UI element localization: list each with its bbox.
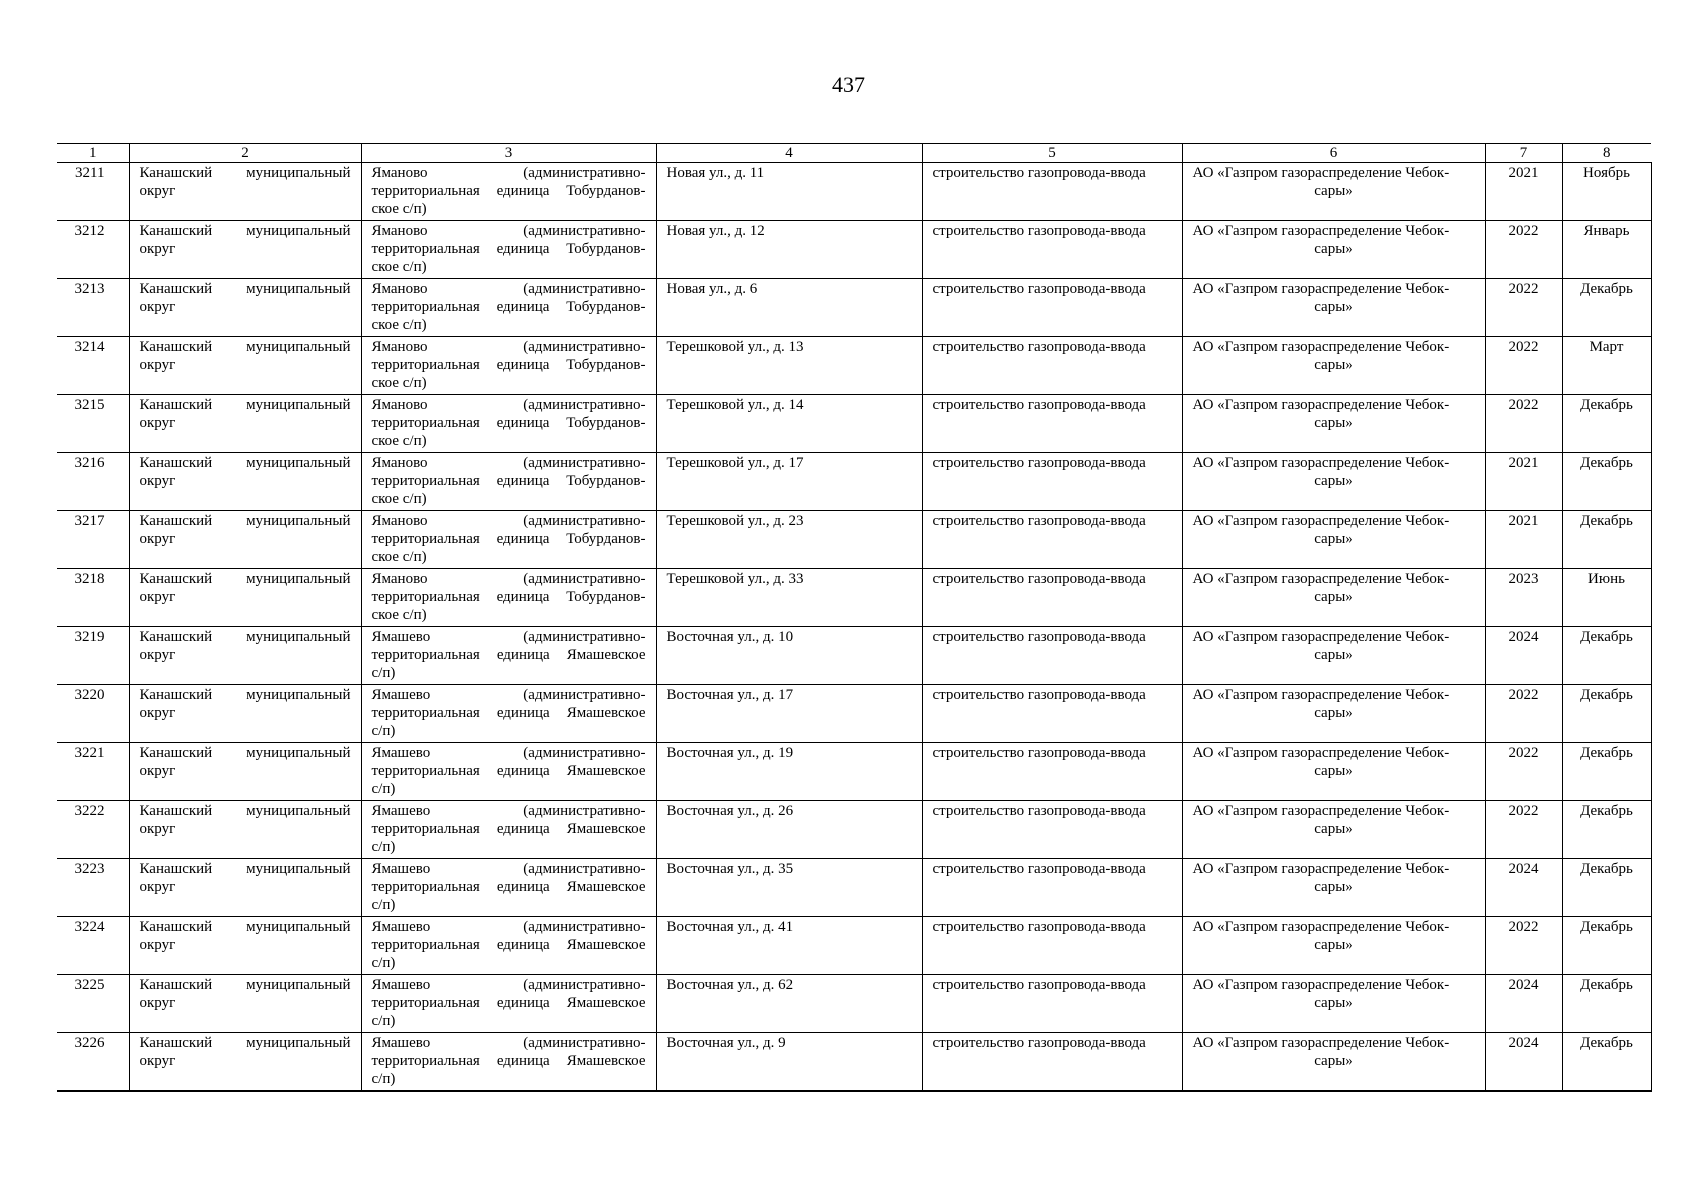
settlement-cell — [361, 685, 656, 743]
cell-line: округ — [139, 415, 176, 431]
district-cell — [129, 1033, 361, 1092]
cell-line: АО «Газпром газораспределение Чебок- — [1192, 513, 1450, 529]
year-cell: 2022 — [1485, 395, 1562, 453]
cell-line: округ — [139, 705, 176, 721]
cell-line: Канашский муниципальный — [139, 397, 351, 413]
cell-line: Канашский муниципальный — [139, 1035, 351, 1051]
cell-line: Ямашево (административно- — [371, 629, 646, 645]
year-cell: 2022 — [1485, 917, 1562, 975]
settlement-cell — [361, 569, 656, 627]
table-row — [57, 1033, 1651, 1092]
cell-line: с/п) — [371, 723, 396, 739]
settlement-cell — [361, 975, 656, 1033]
organization-cell — [1182, 511, 1485, 569]
cell-line: сары» — [1314, 647, 1353, 663]
cell-line: АО «Газпром газораспределение Чебок- — [1192, 281, 1450, 297]
organization-cell — [1182, 569, 1485, 627]
district-cell — [129, 337, 361, 395]
cell-line: АО «Газпром газораспределение Чебок- — [1192, 745, 1450, 761]
page-number: 437 — [832, 72, 865, 97]
cell-line: Яманово (административно- — [371, 223, 646, 239]
cell-line: АО «Газпром газораспределение Чебок- — [1192, 919, 1450, 935]
address-cell: Восточная ул., д. 41 — [656, 917, 922, 975]
work-type-cell: строительство газопровода-ввода — [922, 279, 1182, 337]
cell-line: ское с/п) — [371, 259, 427, 275]
table-row — [57, 453, 1651, 511]
cell-line: сары» — [1314, 705, 1353, 721]
address-cell: Терешковой ул., д. 14 — [656, 395, 922, 453]
cell-line: Канашский муниципальный — [139, 861, 351, 877]
cell-line: территориальная единица Ямашевское — [371, 763, 646, 779]
row-number-cell: 3216 — [57, 453, 129, 511]
district-cell — [129, 279, 361, 337]
district-cell — [129, 743, 361, 801]
table-row — [57, 569, 1651, 627]
month-cell: Декабрь — [1562, 511, 1651, 569]
cell-line: округ — [139, 763, 176, 779]
settlement-cell — [361, 743, 656, 801]
cell-line: Ямашево (административно- — [371, 803, 646, 819]
cell-line: с/п) — [371, 897, 396, 913]
cell-line: Канашский муниципальный — [139, 629, 351, 645]
address-cell: Терешковой ул., д. 33 — [656, 569, 922, 627]
year-cell: 2024 — [1485, 975, 1562, 1033]
work-type-cell: строительство газопровода-ввода — [922, 685, 1182, 743]
cell-line: территориальная единица Тобурданов- — [371, 183, 646, 199]
settlement-cell — [361, 1033, 656, 1092]
cell-line: сары» — [1314, 415, 1353, 431]
cell-line: округ — [139, 473, 176, 489]
cell-line: сары» — [1314, 183, 1353, 199]
work-type-cell: строительство газопровода-ввода — [922, 743, 1182, 801]
cell-line: Канашский муниципальный — [139, 803, 351, 819]
district-cell — [129, 917, 361, 975]
cell-line: территориальная единица Ямашевское — [371, 1053, 646, 1069]
settlement-cell — [361, 279, 656, 337]
month-cell: Ноябрь — [1562, 163, 1651, 221]
month-cell: Март — [1562, 337, 1651, 395]
cell-line: ское с/п) — [371, 607, 427, 623]
table-row — [57, 337, 1651, 395]
organization-cell — [1182, 743, 1485, 801]
settlement-cell — [361, 511, 656, 569]
cell-line: территориальная единица Ямашевское — [371, 879, 646, 895]
year-cell: 2024 — [1485, 859, 1562, 917]
cell-line: сары» — [1314, 821, 1353, 837]
month-cell: Декабрь — [1562, 279, 1651, 337]
cell-line: Ямашево (административно- — [371, 745, 646, 761]
address-cell: Восточная ул., д. 26 — [656, 801, 922, 859]
cell-line: Канашский муниципальный — [139, 745, 351, 761]
cell-line: ское с/п) — [371, 375, 427, 391]
organization-cell — [1182, 917, 1485, 975]
district-cell — [129, 221, 361, 279]
row-number-cell: 3226 — [57, 1033, 129, 1092]
cell-line: Канашский муниципальный — [139, 977, 351, 993]
address-cell: Новая ул., д. 11 — [656, 163, 922, 221]
address-cell: Восточная ул., д. 19 — [656, 743, 922, 801]
cell-line: ское с/п) — [371, 549, 427, 565]
cell-line: территориальная единица Ямашевское — [371, 705, 646, 721]
cell-line: Ямашево (административно- — [371, 861, 646, 877]
cell-line: АО «Газпром газораспределение Чебок- — [1192, 687, 1450, 703]
column-header: 8 — [1562, 144, 1651, 163]
work-type-cell: строительство газопровода-ввода — [922, 453, 1182, 511]
work-type-cell: строительство газопровода-ввода — [922, 801, 1182, 859]
organization-cell — [1182, 221, 1485, 279]
year-cell: 2022 — [1485, 801, 1562, 859]
cell-line: сары» — [1314, 531, 1353, 547]
row-number-cell: 3220 — [57, 685, 129, 743]
organization-cell — [1182, 801, 1485, 859]
work-type-cell: строительство газопровода-ввода — [922, 163, 1182, 221]
row-number-cell: 3213 — [57, 279, 129, 337]
address-cell: Новая ул., д. 12 — [656, 221, 922, 279]
row-number-cell: 3212 — [57, 221, 129, 279]
work-type-cell: строительство газопровода-ввода — [922, 627, 1182, 685]
column-header: 5 — [922, 144, 1182, 163]
district-cell — [129, 685, 361, 743]
year-cell: 2023 — [1485, 569, 1562, 627]
cell-line: с/п) — [371, 1013, 396, 1029]
cell-line: АО «Газпром газораспределение Чебок- — [1192, 803, 1450, 819]
year-cell: 2022 — [1485, 337, 1562, 395]
work-type-cell: строительство газопровода-ввода — [922, 511, 1182, 569]
year-cell: 2024 — [1485, 1033, 1562, 1092]
table-row — [57, 511, 1651, 569]
row-number-cell: 3214 — [57, 337, 129, 395]
month-cell: Декабрь — [1562, 627, 1651, 685]
cell-line: Канашский муниципальный — [139, 223, 351, 239]
cell-line: с/п) — [371, 839, 396, 855]
cell-line: Ямашево (административно- — [371, 977, 646, 993]
month-cell: Декабрь — [1562, 801, 1651, 859]
month-cell: Декабрь — [1562, 1033, 1651, 1092]
year-cell: 2021 — [1485, 511, 1562, 569]
organization-cell — [1182, 627, 1485, 685]
table-row — [57, 221, 1651, 279]
row-number-cell: 3217 — [57, 511, 129, 569]
table-header-row — [57, 144, 1651, 163]
cell-line: АО «Газпром газораспределение Чебок- — [1192, 397, 1450, 413]
column-header: 4 — [656, 144, 922, 163]
cell-line: территориальная единица Тобурданов- — [371, 473, 646, 489]
organization-cell — [1182, 279, 1485, 337]
organization-cell — [1182, 453, 1485, 511]
year-cell: 2022 — [1485, 743, 1562, 801]
cell-line: с/п) — [371, 665, 396, 681]
row-number-cell: 3218 — [57, 569, 129, 627]
cell-line: территориальная единица Тобурданов- — [371, 241, 646, 257]
year-cell: 2021 — [1485, 163, 1562, 221]
settlement-cell — [361, 801, 656, 859]
cell-line: округ — [139, 589, 176, 605]
column-header: 2 — [129, 144, 361, 163]
district-cell — [129, 163, 361, 221]
column-header: 3 — [361, 144, 656, 163]
cell-line: АО «Газпром газораспределение Чебок- — [1192, 861, 1450, 877]
cell-line: Канашский муниципальный — [139, 165, 351, 181]
cell-line: территориальная единица Тобурданов- — [371, 357, 646, 373]
cell-line: с/п) — [371, 1071, 396, 1087]
cell-line: сары» — [1314, 241, 1353, 257]
year-cell: 2022 — [1485, 685, 1562, 743]
cell-line: АО «Газпром газораспределение Чебок- — [1192, 165, 1450, 181]
month-cell: Декабрь — [1562, 743, 1651, 801]
cell-line: территориальная единица Ямашевское — [371, 647, 646, 663]
work-type-cell: строительство газопровода-ввода — [922, 917, 1182, 975]
cell-line: округ — [139, 879, 176, 895]
cell-line: АО «Газпром газораспределение Чебок- — [1192, 977, 1450, 993]
settlement-cell — [361, 395, 656, 453]
cell-line: Канашский муниципальный — [139, 687, 351, 703]
work-type-cell: строительство газопровода-ввода — [922, 975, 1182, 1033]
cell-line: с/п) — [371, 781, 396, 797]
cell-line: Канашский муниципальный — [139, 339, 351, 355]
cell-line: округ — [139, 647, 176, 663]
month-cell: Декабрь — [1562, 917, 1651, 975]
cell-line: округ — [139, 357, 176, 373]
settlement-cell — [361, 453, 656, 511]
year-cell: 2024 — [1485, 627, 1562, 685]
cell-line: ское с/п) — [371, 491, 427, 507]
cell-line: Яманово (административно- — [371, 571, 646, 587]
row-number-cell: 3224 — [57, 917, 129, 975]
row-number-cell: 3211 — [57, 163, 129, 221]
cell-line: Яманово (административно- — [371, 165, 646, 181]
cell-line: территориальная единица Тобурданов- — [371, 415, 646, 431]
organization-cell — [1182, 975, 1485, 1033]
settlement-cell — [361, 337, 656, 395]
cell-line: сары» — [1314, 473, 1353, 489]
district-cell — [129, 395, 361, 453]
cell-line: Канашский муниципальный — [139, 571, 351, 587]
year-cell: 2021 — [1485, 453, 1562, 511]
address-cell: Терешковой ул., д. 23 — [656, 511, 922, 569]
cell-line: округ — [139, 241, 176, 257]
work-type-cell: строительство газопровода-ввода — [922, 395, 1182, 453]
address-cell: Новая ул., д. 6 — [656, 279, 922, 337]
cell-line: сары» — [1314, 763, 1353, 779]
cell-line: Яманово (административно- — [371, 513, 646, 529]
table-row — [57, 685, 1651, 743]
address-cell: Восточная ул., д. 17 — [656, 685, 922, 743]
table-row — [57, 975, 1651, 1033]
district-cell — [129, 859, 361, 917]
cell-line: сары» — [1314, 937, 1353, 953]
cell-line: Яманово (административно- — [371, 397, 646, 413]
address-cell: Терешковой ул., д. 17 — [656, 453, 922, 511]
address-cell: Восточная ул., д. 35 — [656, 859, 922, 917]
cell-line: АО «Газпром газораспределение Чебок- — [1192, 455, 1450, 471]
district-cell — [129, 627, 361, 685]
cell-line: сары» — [1314, 1053, 1353, 1069]
column-header: 1 — [57, 144, 129, 163]
cell-line: территориальная единица Тобурданов- — [371, 531, 646, 547]
cell-line: Канашский муниципальный — [139, 281, 351, 297]
cell-line: ское с/п) — [371, 433, 427, 449]
cell-line: сары» — [1314, 357, 1353, 373]
work-type-cell: строительство газопровода-ввода — [922, 221, 1182, 279]
cell-line: территориальная единица Ямашевское — [371, 937, 646, 953]
table-row — [57, 917, 1651, 975]
address-cell: Восточная ул., д. 9 — [656, 1033, 922, 1092]
cell-line: округ — [139, 531, 176, 547]
address-cell: Восточная ул., д. 62 — [656, 975, 922, 1033]
table-row — [57, 627, 1651, 685]
row-number-cell: 3222 — [57, 801, 129, 859]
district-cell — [129, 511, 361, 569]
table-row — [57, 163, 1651, 221]
cell-line: АО «Газпром газораспределение Чебок- — [1192, 223, 1450, 239]
month-cell: Январь — [1562, 221, 1651, 279]
cell-line: округ — [139, 299, 176, 315]
row-number-cell: 3215 — [57, 395, 129, 453]
cell-line: АО «Газпром газораспределение Чебок- — [1192, 339, 1450, 355]
gas-works-table — [57, 143, 1652, 1092]
cell-line: ское с/п) — [371, 317, 427, 333]
organization-cell — [1182, 163, 1485, 221]
table-row — [57, 395, 1651, 453]
address-cell: Терешковой ул., д. 13 — [656, 337, 922, 395]
cell-line: АО «Газпром газораспределение Чебок- — [1192, 571, 1450, 587]
settlement-cell — [361, 221, 656, 279]
column-header: 7 — [1485, 144, 1562, 163]
cell-line: округ — [139, 995, 176, 1011]
cell-line: территориальная единица Тобурданов- — [371, 589, 646, 605]
district-cell — [129, 801, 361, 859]
row-number-cell: 3223 — [57, 859, 129, 917]
cell-line: территориальная единица Тобурданов- — [371, 299, 646, 315]
cell-line: Канашский муниципальный — [139, 455, 351, 471]
cell-line: сары» — [1314, 879, 1353, 895]
settlement-cell — [361, 163, 656, 221]
row-number-cell: 3225 — [57, 975, 129, 1033]
table-row — [57, 279, 1651, 337]
table-row — [57, 801, 1651, 859]
organization-cell — [1182, 685, 1485, 743]
month-cell: Декабрь — [1562, 975, 1651, 1033]
cell-line: ское с/п) — [371, 201, 427, 217]
cell-line: округ — [139, 183, 176, 199]
cell-line: Ямашево (административно- — [371, 1035, 646, 1051]
cell-line: с/п) — [371, 955, 396, 971]
cell-line: Ямашево (административно- — [371, 919, 646, 935]
cell-line: Ямашево (административно- — [371, 687, 646, 703]
month-cell: Декабрь — [1562, 859, 1651, 917]
cell-line: Канашский муниципальный — [139, 513, 351, 529]
cell-line: сары» — [1314, 995, 1353, 1011]
cell-line: АО «Газпром газораспределение Чебок- — [1192, 629, 1450, 645]
column-header: 6 — [1182, 144, 1485, 163]
cell-line: Канашский муниципальный — [139, 919, 351, 935]
table-row — [57, 743, 1651, 801]
district-cell — [129, 975, 361, 1033]
work-type-cell: строительство газопровода-ввода — [922, 337, 1182, 395]
year-cell: 2022 — [1485, 221, 1562, 279]
organization-cell — [1182, 859, 1485, 917]
organization-cell — [1182, 1033, 1485, 1092]
district-cell — [129, 453, 361, 511]
cell-line: Яманово (административно- — [371, 281, 646, 297]
month-cell: Декабрь — [1562, 395, 1651, 453]
settlement-cell — [361, 917, 656, 975]
month-cell: Июнь — [1562, 569, 1651, 627]
work-type-cell: строительство газопровода-ввода — [922, 859, 1182, 917]
cell-line: сары» — [1314, 589, 1353, 605]
year-cell: 2022 — [1485, 279, 1562, 337]
organization-cell — [1182, 337, 1485, 395]
organization-cell — [1182, 395, 1485, 453]
work-type-cell: строительство газопровода-ввода — [922, 1033, 1182, 1092]
month-cell: Декабрь — [1562, 453, 1651, 511]
month-cell: Декабрь — [1562, 685, 1651, 743]
row-number-cell: 3221 — [57, 743, 129, 801]
cell-line: Яманово (административно- — [371, 339, 646, 355]
cell-line: округ — [139, 937, 176, 953]
work-type-cell: строительство газопровода-ввода — [922, 569, 1182, 627]
cell-line: территориальная единица Ямашевское — [371, 995, 646, 1011]
cell-line: округ — [139, 821, 176, 837]
settlement-cell — [361, 627, 656, 685]
district-cell — [129, 569, 361, 627]
cell-line: округ — [139, 1053, 176, 1069]
cell-line: АО «Газпром газораспределение Чебок- — [1192, 1035, 1450, 1051]
cell-line: Яманово (административно- — [371, 455, 646, 471]
table-row — [57, 859, 1651, 917]
row-number-cell: 3219 — [57, 627, 129, 685]
settlement-cell — [361, 859, 656, 917]
cell-line: сары» — [1314, 299, 1353, 315]
address-cell: Восточная ул., д. 10 — [656, 627, 922, 685]
cell-line: территориальная единица Ямашевское — [371, 821, 646, 837]
